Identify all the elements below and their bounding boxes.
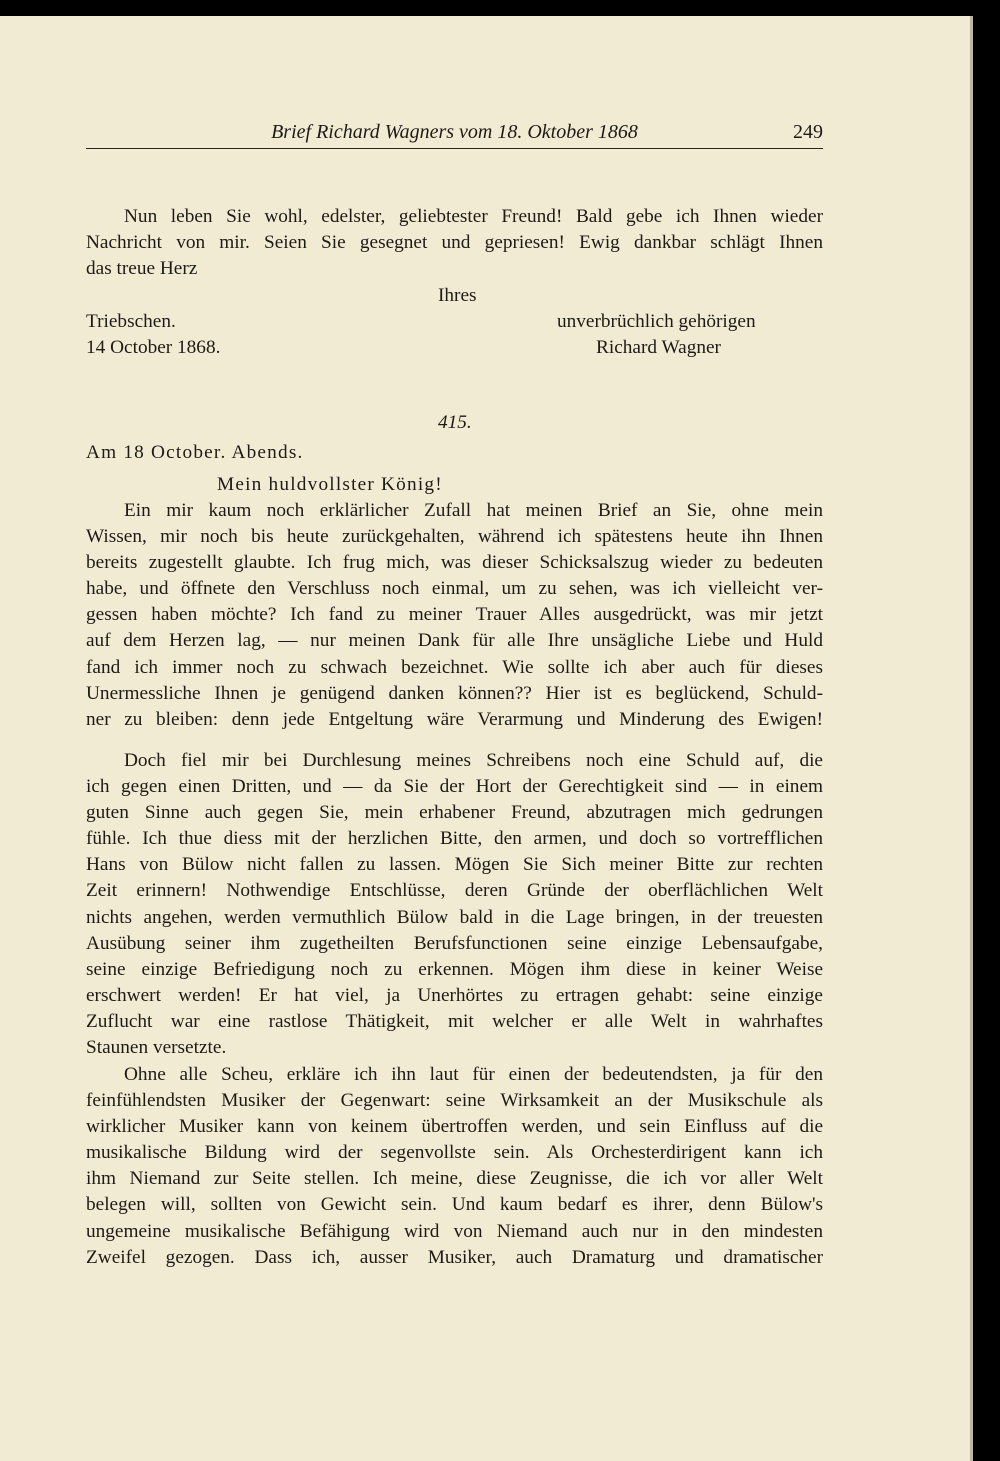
text-line: Staunen versetzte. [86, 1037, 227, 1059]
closing-paragraph [86, 204, 823, 282]
letter-number: 415. [438, 412, 472, 433]
text-line: Nun leben Sie wohl, edelster, geliebtester Freund! Bald gebe ich Ihnen wieder [124, 206, 823, 227]
text-line: fühle. Ich thue diess mit der herzlichen Bitte, den armen, und doch so vortrefflichen [86, 828, 823, 850]
page-edge [970, 16, 973, 1461]
text-line: ich gegen einen Dritten, und — da Sie der Hort der Gerechtigkeit sind — in einem [86, 776, 823, 798]
running-head-title: Brief Richard Wagners vom 18. Oktober 1868 [271, 121, 638, 143]
text-line: musikalische Bildung wird der segenvollste sein. Als Orchesterdirigent kann ich [86, 1142, 823, 1164]
text-line: ungemeine musikalische Befähigung wird von Niemand auch nur in den mindesten [86, 1220, 823, 1242]
text-line: Zuflucht war eine rastlose Thätigkeit, mit welcher er alle Welt in wahrhaftes [86, 1010, 823, 1032]
text-line: guten Sinne auch gegen Sie, mein erhabener Freund, abzutragen mich gedrungen [86, 802, 823, 824]
paragraph-1 [86, 498, 823, 733]
text-line: Unermessliche Ihnen je genügend danken können?? Hier ist es beglückend, Schuld- [86, 682, 823, 704]
text-line: bereits zugestellt glaubte. Ich frug mich, was dieser Schicksalszug wieder zu bedeuten [86, 552, 823, 574]
signature-line-1: unverbrüchlich gehörigen [557, 311, 756, 332]
text-line: feinfühlendsten Musiker der Gegenwart: seine Wirksamkeit an der Musikschule als [86, 1090, 823, 1112]
text-line: das treue Herz [86, 258, 198, 280]
text-line: Ein mir kaum noch erklärlicher Zufall hat meinen Brief an Sie, ohne mein [124, 500, 823, 521]
text-line: seine einzige Befriedigung noch zu erkennen. Mögen ihm diese in keiner Weise [86, 958, 823, 980]
book-page [0, 16, 970, 1461]
closing-date: 14 October 1868. [86, 337, 221, 358]
text-line: gessen haben möchte? Ich fand zu meiner Trauer Alles ausgedrückt, was mir jetzt [86, 604, 823, 626]
closing-place: Triebschen. [86, 311, 176, 332]
text-line: Doch fiel mir bei Durchlesung meines Schreibens noch eine Schuld auf, die [124, 750, 823, 771]
text-line: Nachricht von mir. Seien Sie gesegnet und gepriesen! Ewig dankbar schlägt Ihnen [86, 232, 823, 254]
text-line: ihm Niemand zur Seite stellen. Ich meine, diese Zeugnisse, die ich vor aller Welt [86, 1168, 823, 1190]
paragraph-2 [86, 748, 823, 1061]
text-line: habe, und öffnete den Verschluss noch einmal, um zu sehen, was ich vielleicht ver- [86, 578, 823, 600]
page-number: 249 [793, 121, 823, 143]
text-line: fand ich immer noch zu schwach bezeichnet. Wie sollte ich aber auch für dieses [86, 656, 823, 678]
text-line: Wissen, mir noch bis heute zurückgehalten, während ich spätestens heute ihn Ihnen [86, 526, 823, 548]
letter-dateline: Am 18 October. Abends. [86, 442, 304, 463]
text-line: ner zu bleiben: denn jede Entgeltung wäre Verarmung und Minderung des Ewigen! [86, 708, 823, 730]
text-line: Zweifel gezogen. Dass ich, ausser Musiker, auch Dramaturg und dramatischer [86, 1246, 823, 1268]
header-rule [86, 148, 823, 149]
text-line: auf dem Herzen lag, — nur meinen Dank für alle Ihre unsägliche Liebe und Huld [86, 630, 823, 652]
letter-salutation: Mein huldvollster König! [217, 474, 443, 495]
text-line: Hans von Bülow nicht fallen zu lassen. Mögen Sie Sich meiner Bitte zur rechten [86, 854, 823, 876]
running-head [86, 121, 823, 151]
text-line: belegen will, sollten von Gewicht sein. Und kaum bedarf es ihrer, denn Bülow's [86, 1194, 823, 1216]
signature-name: Richard Wagner [596, 337, 721, 358]
text-line: erschwert werden! Er hat viel, ja Unerhörtes zu ertragen gehabt: seine einzige [86, 984, 823, 1006]
text-line: wirklicher Musiker kann von keinem übertroffen werden, und sein Einfluss auf die [86, 1116, 823, 1138]
text-line: Ohne alle Scheu, erkläre ich ihn laut für einen der bedeutendsten, ja für den [124, 1064, 823, 1085]
text-line: Ausübung seiner ihm zugetheilten Berufsfunctionen seine einzige Lebensaufgabe, [86, 932, 823, 954]
text-line: nichts angehen, werden vermuthlich Bülow bald in die Lage bringen, in der treuesten [86, 906, 823, 928]
text-line: Zeit erinnern! Nothwendige Entschlüsse, deren Gründe der oberflächlichen Welt [86, 880, 823, 902]
paragraph-3 [86, 1062, 823, 1271]
closing-ihres: Ihres [438, 285, 477, 306]
